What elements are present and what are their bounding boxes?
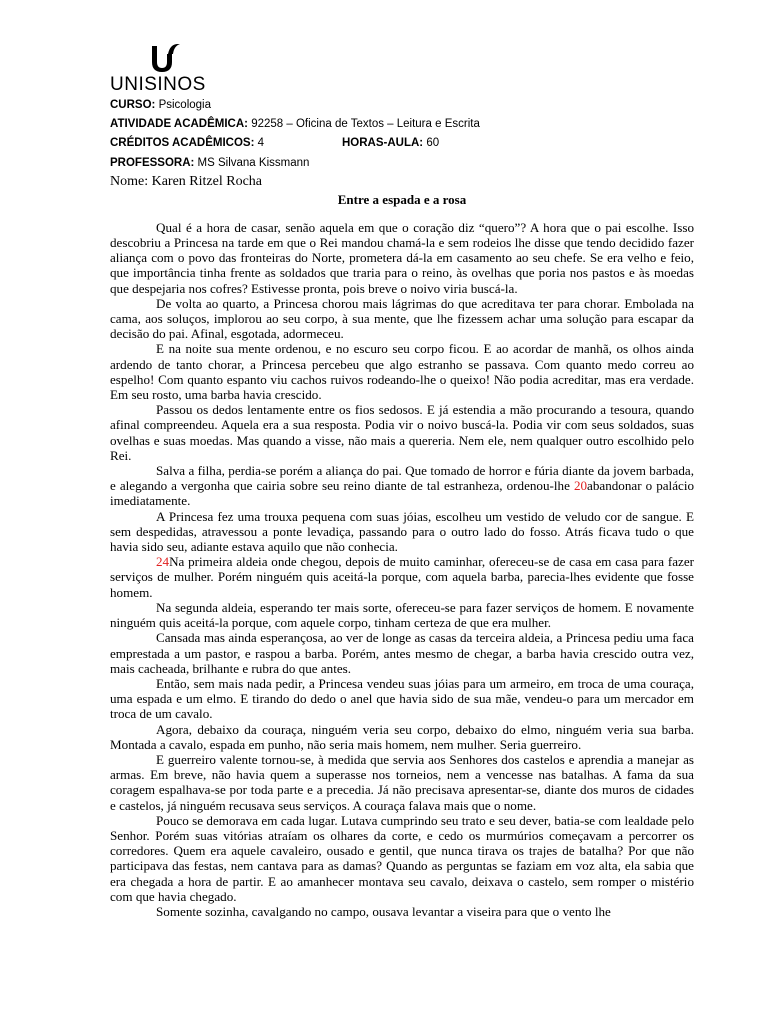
paragraph: Então, sem mais nada pedir, a Princesa vendeu suas jóias para um armeiro, em troca de uma couraça, uma espada e um elmo. E tirando do dedo o anel que havia sido de sua mãe, vendeu-o para um mercador em troca de um cavalo. xyxy=(110,675,694,722)
professora-line xyxy=(110,154,694,173)
creditos-label: CRÉDITOS ACADÊMICOS: xyxy=(110,137,255,150)
student-name: Nome: Karen Ritzel Rocha xyxy=(110,173,263,189)
creditos-line xyxy=(110,134,694,153)
unisinos-logo xyxy=(110,38,694,96)
course-header xyxy=(110,96,694,173)
paragraph: Na segunda aldeia, esperando ter mais sorte, ofereceu-se para fazer serviços de homem. E novamente ninguém quis aceitá-la porque, com aquele corpo, tinham certeza de que era mulher. xyxy=(110,599,694,631)
line-number-marker: 24 xyxy=(156,554,170,570)
creditos-value: 4 xyxy=(254,137,264,150)
atividade-line xyxy=(110,115,694,134)
paragraph: E na noite sua mente ordenou, e no escuro seu corpo ficou. E ao acordar de manhã, os olhos ainda ardendo de tanto chorar, a Princesa percebeu que algo estranho se passava. Com quanto medo correu ao espelho! Com quanto espanto viu cachos ruivos rodeando-lhe o queixo! Não podia acreditar, mas era verdade. Em seu rosto, uma barba havia crescido. xyxy=(110,341,694,403)
document-page xyxy=(110,38,694,919)
horas-value: 60 xyxy=(423,137,440,150)
paragraph xyxy=(110,463,694,509)
atividade-label: ATIVIDADE ACADÊMICA: xyxy=(110,118,248,131)
logo-text: UNISINOS xyxy=(110,74,206,95)
paragraph: Passou os dedos lentamente entre os fios sedosos. E já estendia a mão procurando a tesoura, quando afinal compreendeu. Aquela era a sua resposta. Podia vir o noivo buscá-la. Podia vir com seus soldados, suas ovelhas e suas moedas. Mas quando a visse, não mais a quereria. Nem ele, nem qualquer outro escolhido pelo Rei. xyxy=(110,402,694,463)
story-body xyxy=(110,220,694,919)
unisinos-logo-icon xyxy=(148,42,182,78)
paragraph-text: Salva a filha, perdia-se porém a aliança do pai. Que tomado de horror e fúria diante da jovem barbada, e alegando a vergonha que cairia sobre seu reino diante de tal estranheza, ordenou-lhe xyxy=(110,463,694,494)
paragraph: Somente sozinha, cavalgando no campo, ousava levantar a viseira para que o vento lhe xyxy=(156,903,611,919)
horas-label: HORAS-AULA: xyxy=(342,137,424,150)
paragraph: De volta ao quarto, a Princesa chorou mais lágrimas do que acreditava ter para chorar. Embolada na cama, aos soluços, implorou ao seu corpo, à sua mente, que lhe fizessem achar uma solução para escapar da decisão do pai. Afinal, esgotada, adormeceu. xyxy=(110,295,694,342)
paragraph: A Princesa fez uma trouxa pequena com suas jóias, escolheu um vestido de veludo cor de sangue. E sem despedidas, atravessou a ponte levadiça, passando para o outro lado do fosso. Atrás ficava tudo o que havia sido seu, adiante estava aquilo que não conhecia. xyxy=(110,508,694,555)
curso-label: CURSO: xyxy=(110,99,156,111)
paragraph: E guerreiro valente tornou-se, à medida que servia aos Senhores dos castelos e aprendia a manejar as armas. Em breve, não havia quem a superasse nos torneios, nem a vencesse nas batalhas. A fama da sua coragem espalhava-se por toda parte e a precedia. Já não precisava apresentar-se, diante dos muros de cidades e castelos, já ninguém recusava seus serviços. A couraça falava mais que o nome. xyxy=(110,751,694,813)
paragraph-text: Na primeira aldeia onde chegou, depois de muito caminhar, ofereceu-se de casa em casa para fazer serviços de mulher. Porém ninguém quis aceitá-la porque, com aquela barba, parecia-lhes evidente que fosse homem. xyxy=(110,554,694,600)
paragraph: Pouco se demorava em cada lugar. Lutava cumprindo seu trato e seu dever, batia-se com lealdade pelo Senhor. Porém suas vitórias atraíam os olhares da corte, e cedo os murmúrios começavam a percorrer os corredores. Quem era aquele cavaleiro, ousado e gentil, que nunca tirava os trajes de batalha? Por que não participava das festas, nem cantava para as damas? Quando as perguntas se faziam em voz alta, ela sabia que era chegada a hora de partir. E ao amanhecer montava seu cavalo, deixava o castelo, sem romper o mistério com que havia chegado. xyxy=(110,812,694,904)
line-number-marker: 20 xyxy=(573,478,588,494)
atividade-value: 92258 – Oficina de Textos – Leitura e Escrita xyxy=(248,118,480,131)
paragraph-text: abandonar o palácio imediatamente. xyxy=(110,478,695,509)
curso-value: Psicologia xyxy=(155,99,211,111)
paragraph: Agora, debaixo da couraça, ninguém veria seu corpo, debaixo do elmo, ninguém veria sua barba. Montada a cavalo, espada em punho, não seria mais homem, nem mulher. Seria guerreiro. xyxy=(110,721,694,752)
paragraph: Cansada mas ainda esperançosa, ao ver de longe as casas da terceira aldeia, a Princesa pediu uma faca emprestada a um pastor, e raspou a barba. Porém, antes mesmo de chegar, a barba havia crescido outra vez, mais cacheada, brilhante e rubra do que antes. xyxy=(110,630,694,676)
paragraph xyxy=(110,554,694,600)
professora-value: MS Silvana Kissmann xyxy=(194,156,310,169)
paragraph: Qual é a hora de casar, senão aquela em que o coração diz “quero”? A hora que o pai escolhe. Isso descobriu a Princesa na tarde em que o Rei mandou chamá-la e sem rodeios lhe disse que tendo decidido fazer aliança com o povo das fronteiras do Norte, prometera dá-la em casamento ao seu chefe. Se era velho e feio, que importância tinha frente as soldados que traria para o reino, às ovelhas que poria nos pastos e às moedas que despejaria nos cofres? Estivesse pronta, pois breve o noivo viria buscá-la. xyxy=(110,219,694,296)
professora-label: PROFESSORA: xyxy=(110,156,195,169)
story-title: Entre a espada e a rosa xyxy=(337,191,467,207)
curso-line xyxy=(110,96,694,115)
